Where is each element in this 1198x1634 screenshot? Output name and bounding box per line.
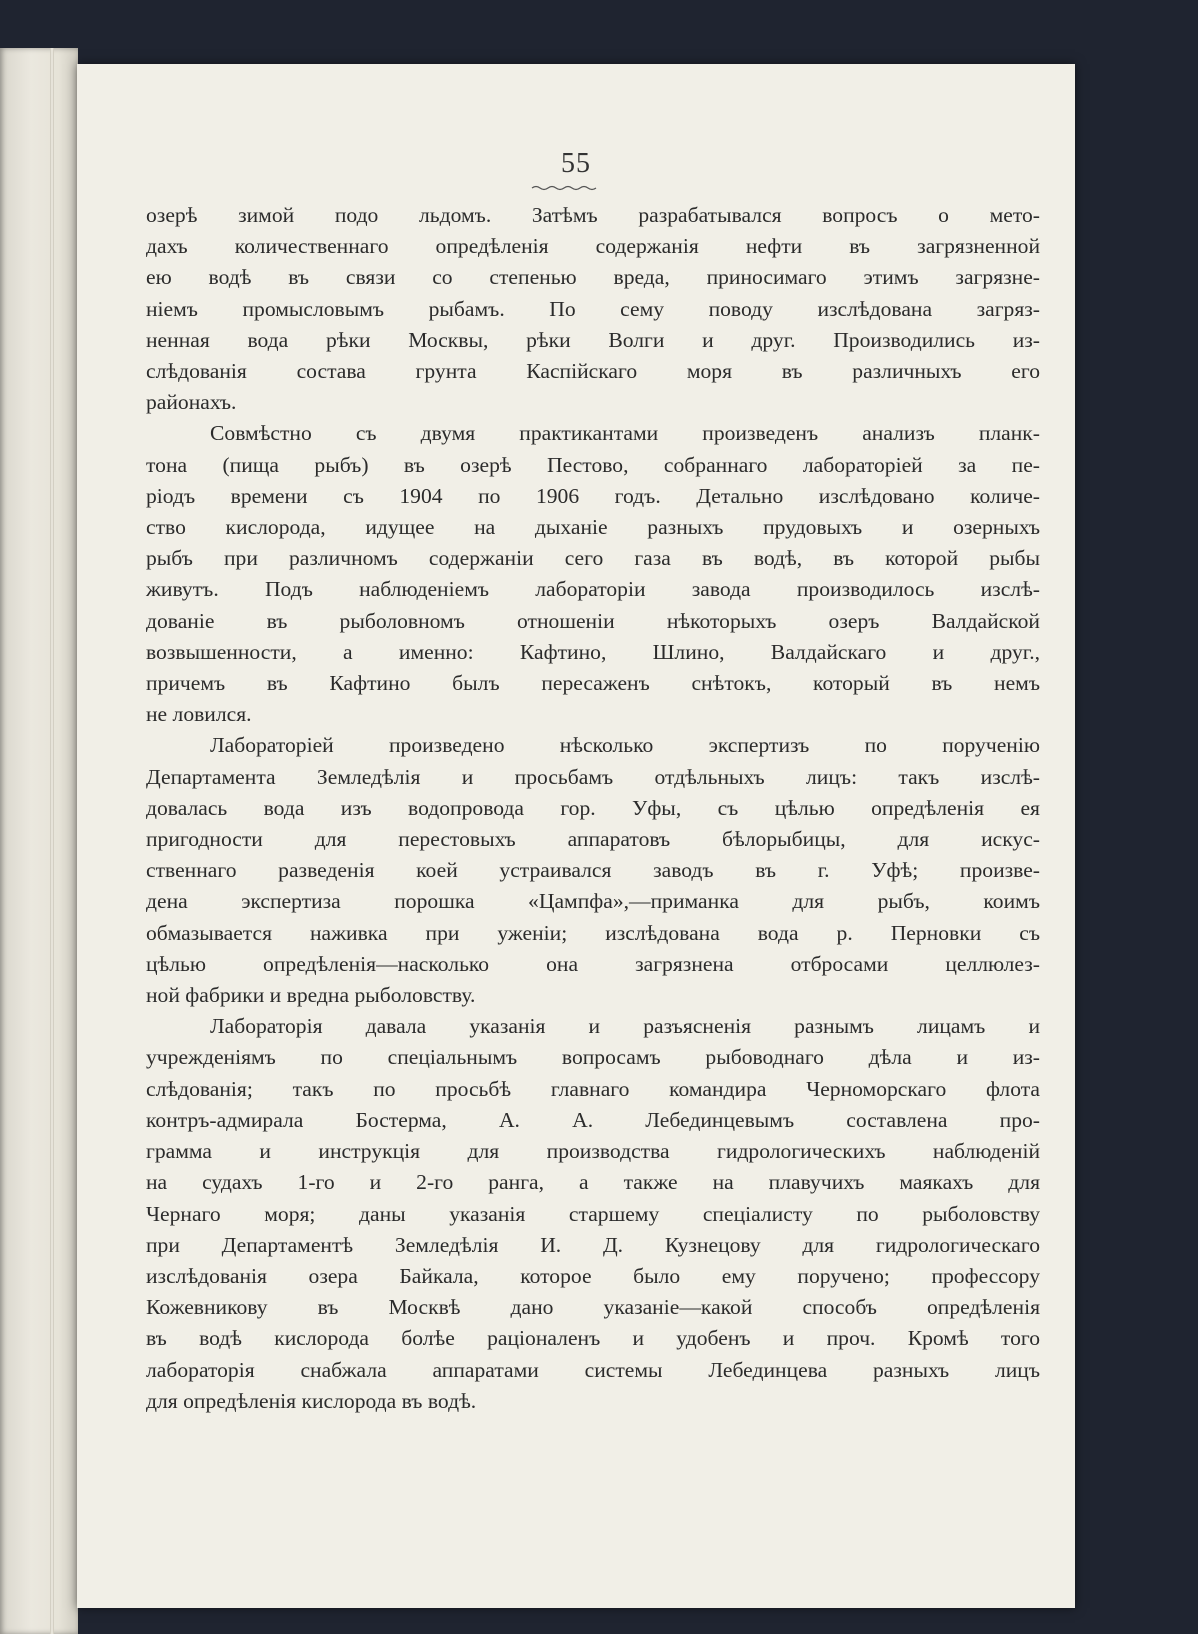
text-line: дованіе въ рыболовномъ отношеніи нѣкоторыхъ озеръ Валдайской xyxy=(146,608,1040,633)
wavy-rule-ornament xyxy=(531,184,597,192)
paragraph xyxy=(146,730,1040,1011)
paragraph xyxy=(146,1011,1040,1417)
text-line: Департамента Земледѣлія и просьбамъ отдѣльныхъ лицъ: такъ изслѣ- xyxy=(146,764,1040,789)
text-line: учрежденіямъ по спеціальнымъ вопросамъ рыбоводнаго дѣла и из- xyxy=(146,1045,1040,1070)
text-line: изслѣдованія озера Байкала, которое было ему поручено; профессору xyxy=(146,1263,1040,1288)
text-line: ею водѣ въ связи со степенью вреда, приносимаго этимъ загрязне- xyxy=(146,265,1040,290)
text-line: Лабораторіей произведено нѣсколько экспертизъ по порученію xyxy=(210,733,1040,758)
text-line: Чернаго моря; даны указанія старшему спеціалисту по рыболовству xyxy=(146,1201,1040,1226)
text-line: дахъ количественнаго опредѣленія содержанія нефти въ загрязненной xyxy=(146,234,1040,259)
text-line: дена экспертиза порошка «Цампфа»,—приманка для рыбъ, коимъ xyxy=(146,889,1040,914)
text-line: озерѣ зимой подо льдомъ. Затѣмъ разрабатывался вопросъ о мето- xyxy=(146,203,1040,227)
text-line: тона (пища рыбъ) въ озерѣ Пестово, собраннаго лабораторіей за пе- xyxy=(146,452,1040,477)
text-line: ственнаго разведенія коей устраивался заводъ въ г. Уфѣ; произве- xyxy=(146,858,1040,883)
text-line: слѣдованія; такъ по просьбѣ главнаго командира Черноморскаго флота xyxy=(146,1076,1040,1101)
text-line: не ловился. xyxy=(146,702,252,727)
text-line: живутъ. Подъ наблюденіемъ лабораторіи завода производилось изслѣ- xyxy=(146,577,1040,602)
text-line: Кожевникову въ Москвѣ дано указаніе—какой способъ опредѣленія xyxy=(146,1295,1040,1320)
text-line: слѣдованія состава грунта Каспійскаго моря въ различныхъ его xyxy=(146,359,1040,384)
text-line: въ водѣ кислорода болѣе раціоналенъ и удобенъ и проч. Кромѣ того xyxy=(146,1326,1040,1351)
page-number: 55 xyxy=(561,148,591,179)
text-line: грамма и инструкція для производства гидрологическихъ наблюденій xyxy=(146,1139,1040,1164)
binding-fold xyxy=(50,48,54,1634)
text-line: пригодности для перестовыхъ аппаратовъ бѣлорыбицы, для искус- xyxy=(146,827,1040,852)
text-line: причемъ въ Кафтино былъ пересаженъ снѣтокъ, который въ немъ xyxy=(146,671,1040,696)
text-line: ной фабрики и вредна рыболовству. xyxy=(146,983,476,1008)
text-line: ріодъ времени съ 1904 по 1906 годъ. Детально изслѣдовано количе- xyxy=(146,483,1040,508)
text-line: цѣлью опредѣленія—насколько она загрязнена отбросами целлюлез- xyxy=(146,951,1040,976)
text-line: на судахъ 1-го и 2-го ранга, а также на плавучихъ маякахъ для xyxy=(146,1170,1040,1195)
paragraph xyxy=(146,200,1040,418)
text-line: ніемъ промысловымъ рыбамъ. По сему поводу изслѣдована загряз- xyxy=(146,296,1040,321)
text-line: рыбъ при различномъ содержаніи сего газа въ водѣ, въ которой рыбы xyxy=(146,546,1040,571)
text-line: районахъ. xyxy=(146,390,237,415)
text-line: возвышенности, а именно: Кафтино, Шлино, Валдайскаго и друг., xyxy=(146,639,1040,664)
text-line: для опредѣленія кислорода въ водѣ. xyxy=(146,1388,477,1413)
text-line: Совмѣстно съ двумя практикантами произведенъ анализъ планк- xyxy=(210,421,1040,446)
text-line: обмазывается наживка при уженіи; изслѣдована вода р. Перновки съ xyxy=(146,920,1040,945)
body-text xyxy=(146,200,1040,1417)
text-line: лабораторія снабжала аппаратами системы Лебединцева разныхъ лицъ xyxy=(146,1357,1040,1382)
text-line: при Департаментѣ Земледѣлія И. Д. Кузнецову для гидрологическаго xyxy=(146,1232,1040,1257)
text-line: ство кислорода, идущее на дыханіе разныхъ прудовыхъ и озерныхъ xyxy=(146,515,1040,540)
text-line: Лабораторія давала указанія и разъясненія разнымъ лицамъ и xyxy=(210,1014,1040,1039)
text-line: довалась вода изъ водопровода гор. Уфы, съ цѣлью опредѣленія ея xyxy=(146,795,1040,820)
text-line: контръ-адмирала Бостерма, А. А. Лебединцевымъ составлена про- xyxy=(146,1107,1040,1132)
paragraph xyxy=(146,418,1040,730)
book-page xyxy=(77,64,1075,1608)
left-page-edge xyxy=(0,48,78,1634)
text-line: ненная вода рѣки Москвы, рѣки Волги и друг. Производились из- xyxy=(146,327,1040,352)
